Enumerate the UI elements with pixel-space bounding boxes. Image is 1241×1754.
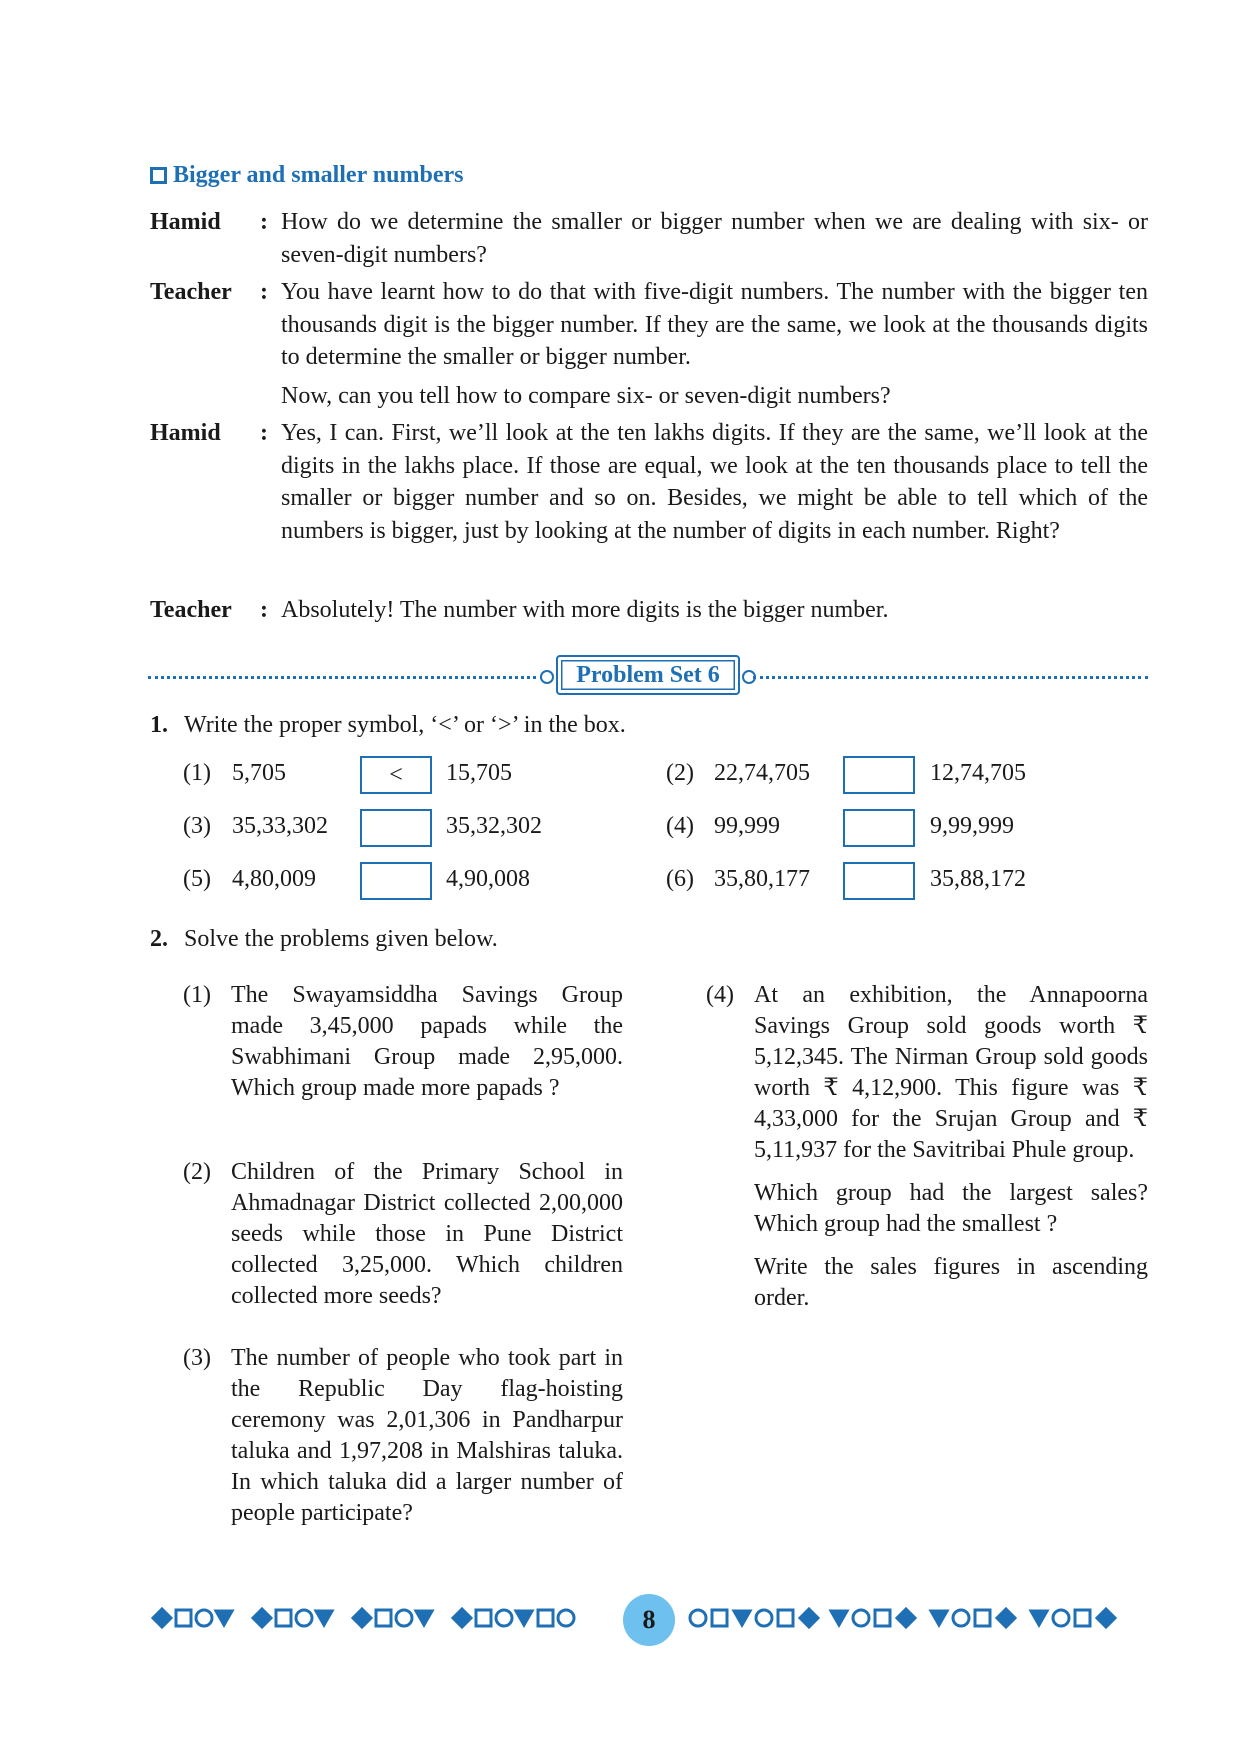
question-text: Write the proper symbol, ‘<’ or ‘>’ in the box. [184, 712, 626, 738]
speech-text: Absolutely! The number with more digits is the bigger number. [281, 597, 889, 623]
right-number: 4,90,008 [446, 866, 530, 892]
question-text: Solve the problems given below. [184, 926, 498, 952]
word-problem-1: (1) The Swayamsiddha Savings Group made 3,45,000 papads while the Swabhimani Group made 2,95,000. Which group made more papads ? [183, 982, 623, 1101]
dialogue-hamid-1: Hamid : How do we determine the smaller or bigger number when we are dealing with six- or seven-digit numbers? [150, 206, 1148, 271]
answer-box[interactable] [360, 809, 432, 847]
word-problem-2: (2) Children of the Primary School in Ahmadnagar District collected 2,00,000 seeds while those in Pune District collected 3,25,000. Which children collected more seeds? [183, 1159, 623, 1309]
speaker-name: Teacher [150, 597, 232, 623]
left-number: 4,80,009 [232, 866, 316, 892]
question-1 [150, 710, 626, 740]
page-number-badge: 8 [623, 1594, 675, 1646]
shape-pattern-right-icon [688, 1592, 1148, 1644]
word-problem-3: (3) The number of people who took part in the Republic Day flag-hoisting ceremony was 2,01,306 in Pandharpur taluka and 1,97,208 in Malshiras taluka. In which taluka did a larger number of people participate? [183, 1345, 623, 1526]
left-number: 5,705 [232, 760, 286, 786]
left-number: 22,74,705 [714, 760, 810, 786]
left-number: 99,999 [714, 813, 780, 839]
speaker-name: Teacher [150, 279, 232, 305]
answer-box[interactable] [843, 862, 915, 900]
left-number: 35,80,177 [714, 866, 810, 892]
answer-box[interactable] [360, 862, 432, 900]
square-bullet-icon [150, 167, 167, 184]
word-problem-4: (4) At an exhibition, the Annapoorna Savings Group sold goods worth ₹ 5,12,345. The Nirman Group sold goods worth ₹ 4,12,900. This figure was ₹ 4,33,000 for the Srujan Group and ₹ 5,11,937 for the Savitribai Phule group. Which group had the largest sales? Which group had the smallest ? Write the sales figures in ascending order. [706, 982, 1148, 1311]
answer-box[interactable] [843, 756, 915, 794]
speaker-name: Hamid [150, 209, 221, 235]
dialogue-teacher-2: Teacher : Absolutely! The number with more digits is the bigger number. [150, 594, 1148, 627]
dialogue-hamid-2: Hamid : Yes, I can. First, we’ll look at the ten lakhs digits. If they are the same, we’ll look at the digits in the lakhs place. If those are equal, we look at the ten thousands place to tell the smaller or bigger number and so on. Besides, we might be able to tell which of the numbers is bigger, just by looking at the number of digits in each number. Right? [150, 417, 1148, 547]
dotted-divider-right [753, 676, 1148, 679]
question-2 [150, 924, 498, 954]
answer-box[interactable] [843, 809, 915, 847]
right-number: 9,99,999 [930, 813, 1014, 839]
dotted-divider-left [148, 676, 543, 679]
shape-pattern-left-icon [150, 1592, 610, 1644]
question-number: 1. [150, 712, 168, 738]
ring-icon [540, 670, 554, 684]
question-number: 2. [150, 926, 168, 952]
page-footer [150, 1592, 1148, 1644]
problem-set-title: Problem Set 6 [556, 655, 740, 695]
speech-text: You have learnt how to do that with five-digit numbers. The number with the bigger ten thousands digit is the bigger number. If they are the same, we look at the thousands digits to determine the smaller or bigger number. Now, can you tell how to compare six- or seven-digit numbers? [281, 279, 1148, 409]
answer-box[interactable]: < [360, 756, 432, 794]
speaker-name: Hamid [150, 420, 221, 446]
speech-text: Yes, I can. First, we’ll look at the ten lakhs digits. If they are the same, we’ll look at the digits in the lakhs place. If those are equal, we look at the ten thousands place to tell the smaller or bigger number and so on. Besides, we might be able to tell which of the numbers is bigger, just by looking at the number of digits in each number. Right? [281, 420, 1148, 544]
dialogue-teacher-1: Teacher : You have learnt how to do that with five-digit numbers. The number with the bigger ten thousands digit is the bigger number. If they are the same, we look at the thousands digits to determine the smaller or bigger number. Now, can you tell how to compare six- or seven-digit numbers? [150, 276, 1148, 412]
right-number: 35,32,302 [446, 813, 542, 839]
section-heading-text: Bigger and smaller numbers [173, 162, 464, 188]
section-heading [150, 162, 463, 189]
problem-set-banner [148, 655, 1148, 699]
right-number: 15,705 [446, 760, 512, 786]
speech-text: How do we determine the smaller or bigger number when we are dealing with six- or seven-digit numbers? [281, 209, 1148, 268]
right-number: 35,88,172 [930, 866, 1026, 892]
left-number: 35,33,302 [232, 813, 328, 839]
right-number: 12,74,705 [930, 760, 1026, 786]
